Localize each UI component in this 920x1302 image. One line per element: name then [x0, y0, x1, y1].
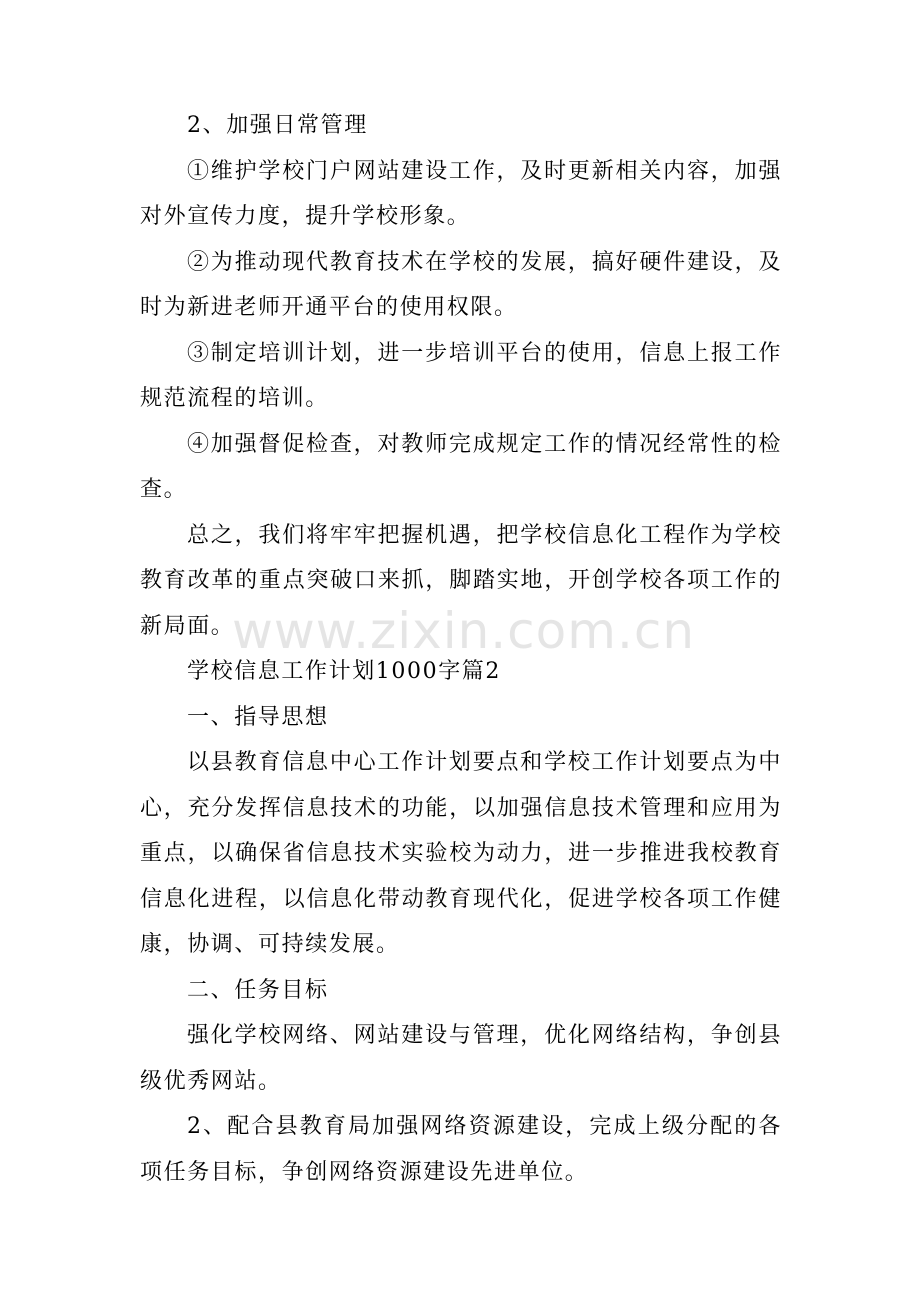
- task-goal-paragraph-2: 2、配合县教育局加强网络资源建设，完成上级分配的各项任务目标，争创网络资源建设先进单位。: [140, 1114, 782, 1185]
- conclusion-paragraph: 总之，我们将牢牢把握机遇，把学校信息化工程作为学校教育改革的重点突破口来抓，脚踏实地，开创学校各项工作的新局面。: [140, 522, 782, 639]
- list-item-training-plan: ③制定培训计划，进一步培训平台的使用，信息上报工作规范流程的培训。: [140, 340, 782, 411]
- section-heading-guiding-ideology: 一、指导思想: [187, 704, 329, 730]
- list-item-website-maintenance: ①维护学校门户网站建设工作，及时更新相关内容，加强对外宣传力度，提升学校形象。: [140, 158, 782, 229]
- list-item-hardware-construction: ②为推动现代教育技术在学校的发展，搞好硬件建设，及时为新进老师开通平台的使用权限。: [140, 249, 782, 320]
- task-goal-paragraph-1: 强化学校网络、网站建设与管理，优化网络结构，争创县级优秀网站。: [140, 1023, 782, 1094]
- list-item-supervision: ④加强督促检查，对教师完成规定工作的情况经常性的检查。: [140, 431, 782, 502]
- section-heading-daily-management: 2、加强日常管理: [187, 113, 368, 138]
- guiding-ideology-paragraph: 以县教育信息中心工作计划要点和学校工作计划要点为中心，充分发挥信息技术的功能，以加强信息技术管理和应用为重点，以确保省信息技术实验校为动力，进一步推进我校教育信息化进程，以信息化带动教育现代化，促进学校各项工作健康，协调、可持续发展。: [140, 750, 782, 957]
- section-heading-task-goals: 二、任务目标: [187, 977, 329, 1003]
- watermark: www.zixin.com.cn: [232, 602, 696, 660]
- article-title: 学校信息工作计划1000字篇2: [187, 659, 501, 684]
- document-body: [140, 103, 782, 1195]
